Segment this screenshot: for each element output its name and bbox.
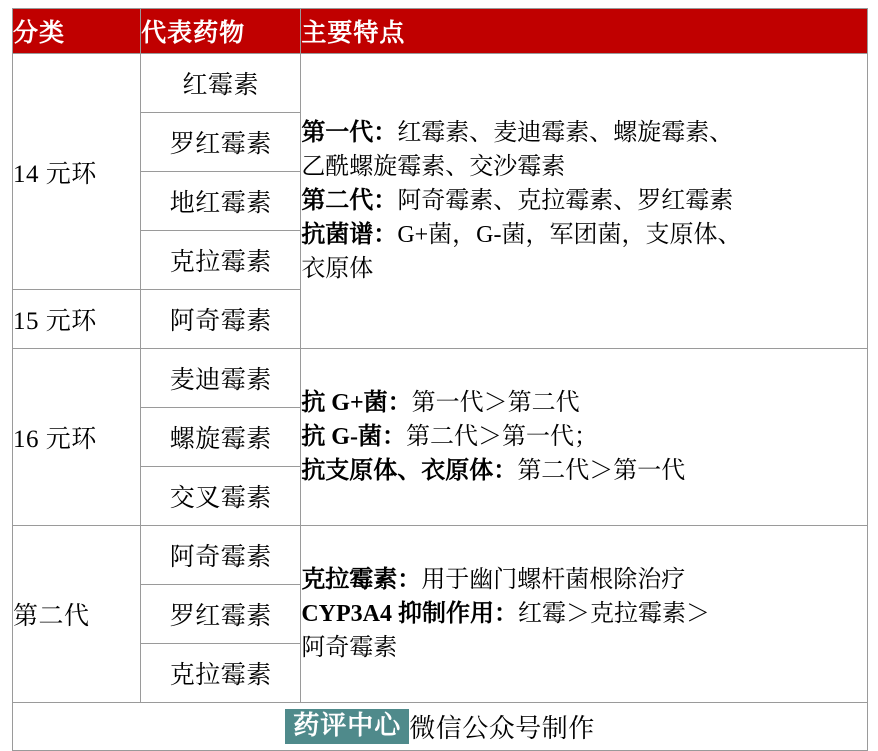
- feature-line: [301, 252, 867, 286]
- category-cell-14: 14 元环: [13, 54, 141, 290]
- feature-text: 阿奇霉素: [301, 635, 398, 662]
- table-row: [13, 526, 868, 585]
- category-cell-16: 16 元环: [13, 349, 141, 526]
- feature-line: [301, 420, 867, 454]
- features-cell-block-3: [301, 526, 868, 703]
- footer-row: [12, 703, 868, 751]
- drug-cell: 克拉霉素: [141, 231, 301, 290]
- drug-cell: 罗红霉素: [141, 113, 301, 172]
- drug-cell: 交叉霉素: [141, 467, 301, 526]
- category-cell-gen2: 第二代: [13, 526, 141, 703]
- feature-label: 第一代：: [301, 119, 398, 146]
- features-cell-block-2: [301, 349, 868, 526]
- drug-cell: 螺旋霉素: [141, 408, 301, 467]
- feature-label: 抗支原体、衣原体：: [301, 458, 518, 485]
- drug-cell: 地红霉素: [141, 172, 301, 231]
- drug-cell: 克拉霉素: [141, 644, 301, 703]
- feature-text: 阿奇霉素、克拉霉素、罗红霉素: [397, 187, 734, 214]
- feature-line: [301, 150, 867, 184]
- feature-label: 抗 G-菌：: [301, 423, 406, 450]
- feature-text: 红霉素、麦迪霉素、螺旋霉素、: [397, 119, 734, 146]
- feature-line: [301, 116, 867, 150]
- column-header-drugs: 代表药物: [141, 9, 301, 54]
- drug-cell: 阿奇霉素: [141, 290, 301, 349]
- feature-text: 第二代＞第一代；: [405, 423, 598, 450]
- feature-label: CYP3A4 抑制作用：: [301, 600, 518, 627]
- column-header-features: 主要特点: [301, 9, 868, 54]
- feature-line: [301, 184, 867, 218]
- feature-line: [301, 631, 867, 665]
- source-badge: 药评中心: [285, 709, 409, 745]
- table-row: [13, 349, 868, 408]
- feature-text: G+菌，G-菌，军团菌，支原体、: [397, 222, 742, 249]
- feature-line: [301, 597, 867, 631]
- table-header-row: [13, 9, 868, 54]
- feature-text: 衣原体: [301, 256, 374, 283]
- category-cell-15: 15 元环: [13, 290, 141, 349]
- drug-cell: 红霉素: [141, 54, 301, 113]
- drug-cell: 罗红霉素: [141, 585, 301, 644]
- feature-text: 乙酰螺旋霉素、交沙霉素: [301, 153, 566, 180]
- feature-text: 第二代＞第一代: [517, 458, 686, 485]
- feature-label: 抗菌谱：: [301, 222, 398, 249]
- feature-label: 抗 G+菌：: [301, 389, 412, 416]
- feature-text: 用于幽门螺杆菌根除治疗: [421, 566, 686, 593]
- feature-line: [301, 218, 867, 252]
- features-cell-block-1: [301, 54, 868, 349]
- drug-cell: 阿奇霉素: [141, 526, 301, 585]
- footer-text: 微信公众号制作: [409, 714, 595, 743]
- column-header-category: 分类: [13, 9, 141, 54]
- table-row: [13, 54, 868, 113]
- feature-text: 第一代＞第二代: [411, 389, 580, 416]
- feature-label: 克拉霉素：: [301, 566, 422, 593]
- feature-line: [301, 563, 867, 597]
- feature-label: 第二代：: [301, 187, 398, 214]
- macrolide-table: [12, 8, 868, 703]
- feature-line: [301, 386, 867, 420]
- feature-text: 红霉＞克拉霉素＞: [517, 600, 710, 627]
- feature-line: [301, 454, 867, 488]
- drug-cell: 麦迪霉素: [141, 349, 301, 408]
